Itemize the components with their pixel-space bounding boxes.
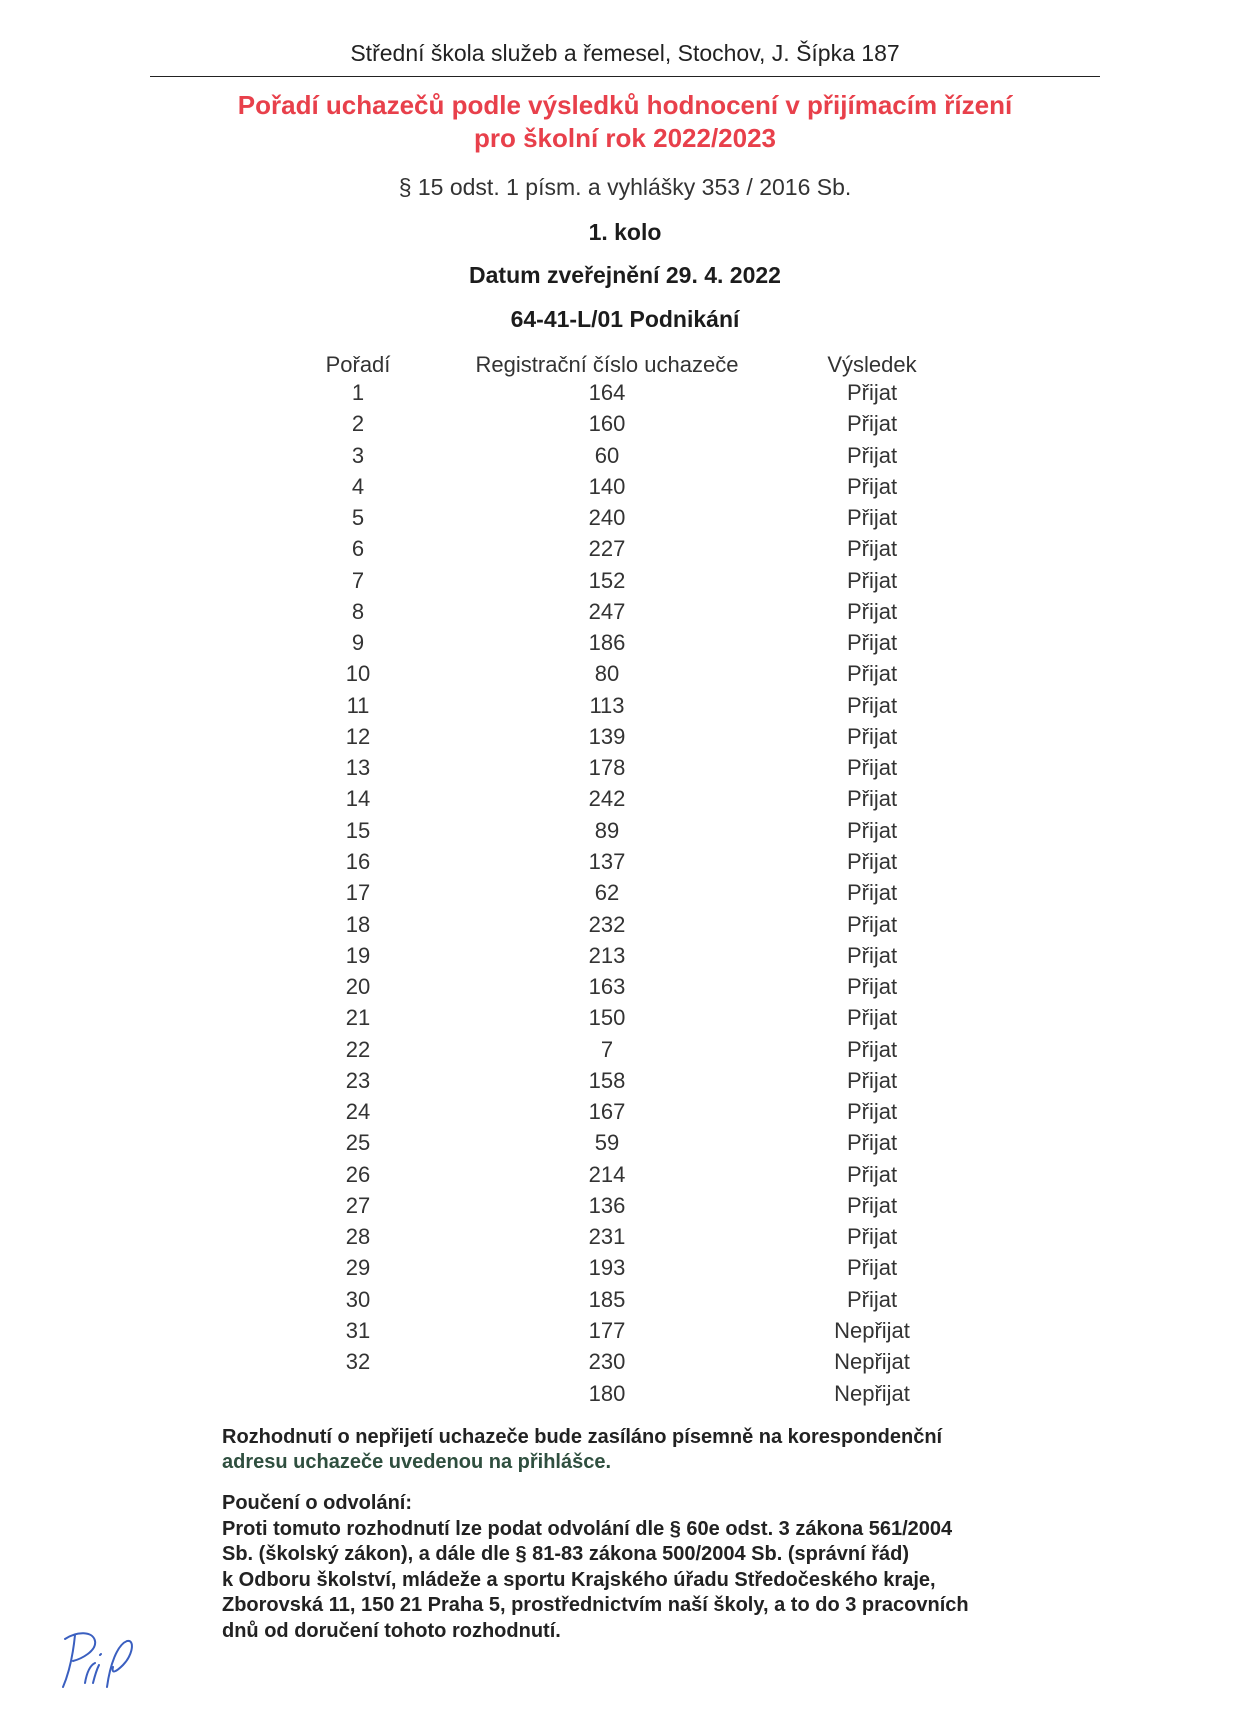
table-row	[0, 1068, 1240, 1099]
registration-number-cell: 167	[588, 1099, 626, 1125]
table-row	[0, 1224, 1240, 1255]
table-row	[0, 880, 1240, 911]
table-row	[0, 786, 1240, 817]
header-divider	[150, 76, 1100, 77]
registration-number-cell: 163	[588, 974, 626, 1000]
rank-cell: 13	[345, 755, 371, 781]
handwritten-signature	[55, 1625, 155, 1705]
rank-cell: 30	[345, 1286, 371, 1312]
rank-cell: 8	[351, 598, 365, 624]
registration-number-cell: 180	[588, 1380, 626, 1406]
rank-cell: 25	[345, 1130, 371, 1156]
result-cell: Přijat	[846, 1192, 898, 1218]
admission-round: 1. kolo	[588, 219, 662, 245]
legal-reference: § 15 odst. 1 písm. a vyhlášky 353 / 2016 Sb.	[398, 174, 852, 200]
registration-number-cell: 240	[588, 505, 626, 531]
school-header: Střední škola služeb a řemesel, Stochov, J. Šípka 187	[350, 40, 900, 66]
registration-number-cell: 242	[588, 786, 626, 812]
result-cell: Přijat	[846, 661, 898, 687]
appeal-instructions	[222, 1491, 1102, 1644]
rank-cell: 31	[345, 1317, 371, 1343]
table-row	[0, 818, 1240, 849]
table-row	[0, 536, 1240, 567]
rank-cell: 29	[345, 1255, 371, 1281]
result-cell: Přijat	[846, 692, 898, 718]
registration-number-cell: 230	[588, 1349, 626, 1375]
registration-number-cell: 232	[588, 911, 626, 937]
registration-number-cell: 160	[588, 411, 626, 437]
title-line-2: pro školní rok 2022/2023	[473, 123, 777, 153]
title-line-1: Pořadí uchazečů podle výsledků hodnocení v přijímacím řízení	[237, 90, 1013, 120]
rank-cell: 14	[345, 786, 371, 812]
table-row	[0, 974, 1240, 1005]
registration-number-cell: 247	[588, 598, 626, 624]
registration-number-cell: 164	[588, 380, 626, 405]
rank-cell: 26	[345, 1161, 371, 1187]
result-cell: Přijat	[846, 723, 898, 749]
registration-number-cell: 136	[588, 1192, 626, 1218]
table-row	[0, 1287, 1240, 1318]
registration-number-cell: 227	[588, 536, 626, 562]
registration-number-cell: 214	[588, 1161, 626, 1187]
appeal-heading: Poučení o odvolání:	[222, 1492, 413, 1514]
result-cell: Přijat	[846, 598, 898, 624]
table-row	[0, 943, 1240, 974]
result-cell: Přijat	[846, 442, 898, 468]
rank-cell: 17	[345, 880, 371, 906]
result-cell: Přijat	[846, 786, 898, 812]
result-cell: Přijat	[846, 1224, 898, 1250]
rank-cell: 12	[345, 723, 371, 749]
registration-number-cell: 139	[588, 723, 626, 749]
table-row	[0, 755, 1240, 786]
rank-cell: 1	[351, 380, 365, 405]
rank-cell: 3	[351, 442, 365, 468]
appeal-line-4: Zborovská 11, 150 21 Praha 5, prostřednictvím naší školy, a to do 3 pracovních	[222, 1594, 969, 1616]
table-row	[0, 1349, 1240, 1380]
registration-number-cell: 137	[588, 848, 626, 874]
result-cell: Přijat	[846, 755, 898, 781]
rank-cell: 7	[351, 567, 365, 593]
registration-number-cell: 113	[589, 692, 625, 718]
rank-cell: 22	[345, 1036, 371, 1062]
result-cell: Přijat	[846, 1286, 898, 1312]
rank-cell: 27	[345, 1192, 371, 1218]
registration-number-cell: 193	[588, 1255, 626, 1281]
result-cell: Přijat	[846, 942, 898, 968]
result-cell: Přijat	[846, 411, 898, 437]
table-row	[0, 724, 1240, 755]
registration-number-cell: 150	[588, 1005, 626, 1031]
table-row	[0, 1162, 1240, 1193]
table-row	[0, 1130, 1240, 1161]
rank-cell: 20	[345, 974, 371, 1000]
table-row	[0, 1193, 1240, 1224]
result-cell: Přijat	[846, 536, 898, 562]
rank-cell: 9	[351, 630, 365, 656]
rank-cell: 23	[345, 1067, 371, 1093]
result-cell: Nepřijat	[834, 1317, 910, 1343]
registration-number-cell: 185	[588, 1286, 626, 1312]
rank-cell: 15	[345, 817, 371, 843]
table-row	[0, 568, 1240, 599]
table-row	[0, 912, 1240, 943]
table-row	[0, 693, 1240, 724]
table-row	[0, 630, 1240, 661]
result-cell: Přijat	[846, 380, 898, 405]
rank-cell: 5	[351, 505, 365, 531]
appeal-line-3: k Odboru školství, mládeže a sportu Krajského úřadu Středočeského kraje,	[222, 1568, 936, 1591]
registration-number-cell: 60	[594, 442, 620, 468]
result-cell: Přijat	[846, 1130, 898, 1156]
registration-number-cell: 7	[600, 1036, 614, 1062]
notice-line-1: Rozhodnutí o nepřijetí uchazeče bude zasíláno písemně na korespondenční	[222, 1426, 943, 1448]
result-cell: Přijat	[846, 1099, 898, 1125]
rank-cell: 2	[351, 411, 365, 437]
registration-number-cell: 158	[588, 1067, 626, 1093]
registration-number-cell: 152	[588, 567, 626, 593]
rank-cell: 16	[345, 848, 371, 874]
rank-cell: 4	[351, 473, 365, 499]
document-title	[150, 89, 1100, 155]
column-header-registration: Registrační číslo uchazeče	[475, 352, 739, 377]
result-cell: Přijat	[846, 911, 898, 937]
table-row	[0, 443, 1240, 474]
result-cell: Přijat	[846, 817, 898, 843]
table-row	[0, 1381, 1240, 1412]
registration-number-cell: 177	[588, 1317, 626, 1343]
result-cell: Přijat	[846, 1255, 898, 1281]
result-cell: Nepřijat	[834, 1349, 910, 1375]
result-cell: Přijat	[846, 1067, 898, 1093]
notice-line-2: adresu uchazeče uvedenou na přihlášce.	[222, 1451, 612, 1473]
appeal-line-2: Sb. (školský zákon), a dále dle § 81-83 zákona 500/2004 Sb. (správní řád)	[222, 1543, 909, 1565]
column-header-result: Výsledek	[827, 352, 917, 377]
registration-number-cell: 186	[588, 630, 626, 656]
publication-date: Datum zveřejnění 29. 4. 2022	[469, 262, 781, 288]
result-cell: Přijat	[846, 974, 898, 1000]
appeal-line-5: dnů od doručení tohoto rozhodnutí.	[222, 1619, 561, 1642]
table-row	[0, 1099, 1240, 1130]
rank-cell: 10	[345, 661, 371, 687]
rank-cell: 18	[345, 911, 371, 937]
registration-number-cell: 140	[588, 473, 626, 499]
table-row	[0, 599, 1240, 630]
rank-cell: 28	[345, 1224, 371, 1250]
rank-cell: 24	[345, 1099, 371, 1125]
table-row	[0, 1037, 1240, 1068]
table-row	[0, 661, 1240, 692]
rank-cell: 6	[351, 536, 365, 562]
appeal-line-1: Proti tomuto rozhodnutí lze podat odvolání dle § 60e odst. 3 zákona 561/2004	[222, 1517, 953, 1540]
result-cell: Přijat	[846, 848, 898, 874]
result-cell: Přijat	[846, 1005, 898, 1031]
result-cell: Přijat	[846, 505, 898, 531]
result-cell: Přijat	[846, 880, 898, 906]
table-row	[0, 474, 1240, 505]
result-cell: Přijat	[846, 1161, 898, 1187]
registration-number-cell: 231	[588, 1224, 626, 1250]
rank-cell: 11	[346, 692, 370, 718]
table-row	[0, 505, 1240, 536]
result-cell: Přijat	[846, 630, 898, 656]
result-cell: Přijat	[846, 473, 898, 499]
table-row	[0, 380, 1240, 411]
column-header-rank: Pořadí	[325, 352, 391, 377]
study-program: 64-41-L/01 Podnikání	[510, 306, 740, 332]
table-row	[0, 849, 1240, 880]
rejection-notice	[222, 1425, 1102, 1475]
registration-number-cell: 62	[594, 880, 620, 906]
rank-cell: 32	[345, 1349, 371, 1375]
table-row	[0, 411, 1240, 442]
table-row	[0, 1255, 1240, 1286]
registration-number-cell: 178	[588, 755, 626, 781]
registration-number-cell: 59	[594, 1130, 620, 1156]
registration-number-cell: 89	[594, 817, 620, 843]
rank-cell: 21	[345, 1005, 371, 1031]
results-table	[0, 380, 1240, 1412]
table-row	[0, 1318, 1240, 1349]
result-cell: Přijat	[846, 1036, 898, 1062]
table-row	[0, 1005, 1240, 1036]
registration-number-cell: 213	[588, 942, 626, 968]
result-cell: Nepřijat	[834, 1380, 910, 1406]
result-cell: Přijat	[846, 567, 898, 593]
rank-cell: 19	[345, 942, 371, 968]
registration-number-cell: 80	[594, 661, 620, 687]
